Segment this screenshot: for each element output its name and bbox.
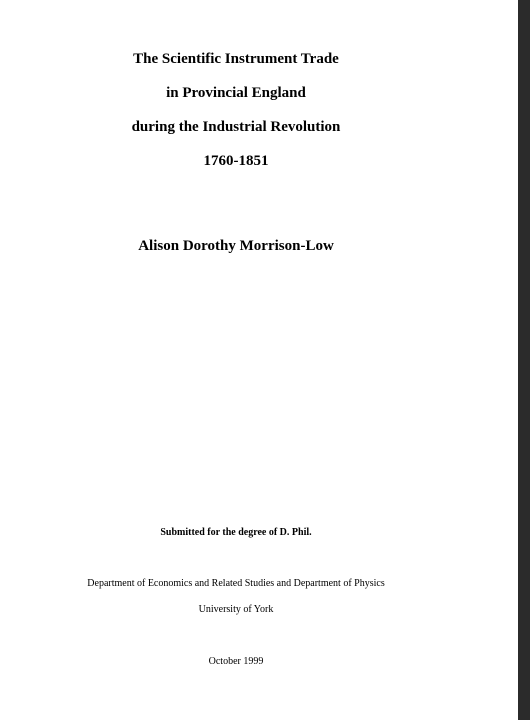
degree-statement: Submitted for the degree of D. Phil. [160, 527, 312, 538]
university-name: University of York [198, 604, 274, 615]
department-name: Department of Economics and Related Studies and Department of Physics [87, 578, 385, 589]
title-line-2: in Provincial England [166, 85, 306, 101]
scrollbar-edge[interactable] [518, 0, 530, 720]
submission-date: October 1999 [208, 656, 264, 667]
title-line-3: during the Industrial Revolution [131, 119, 341, 135]
title-years: 1760-1851 [203, 153, 269, 169]
author-name: Alison Dorothy Morrison-Low [138, 238, 334, 254]
title-line-1: The Scientific Instrument Trade [133, 51, 339, 67]
